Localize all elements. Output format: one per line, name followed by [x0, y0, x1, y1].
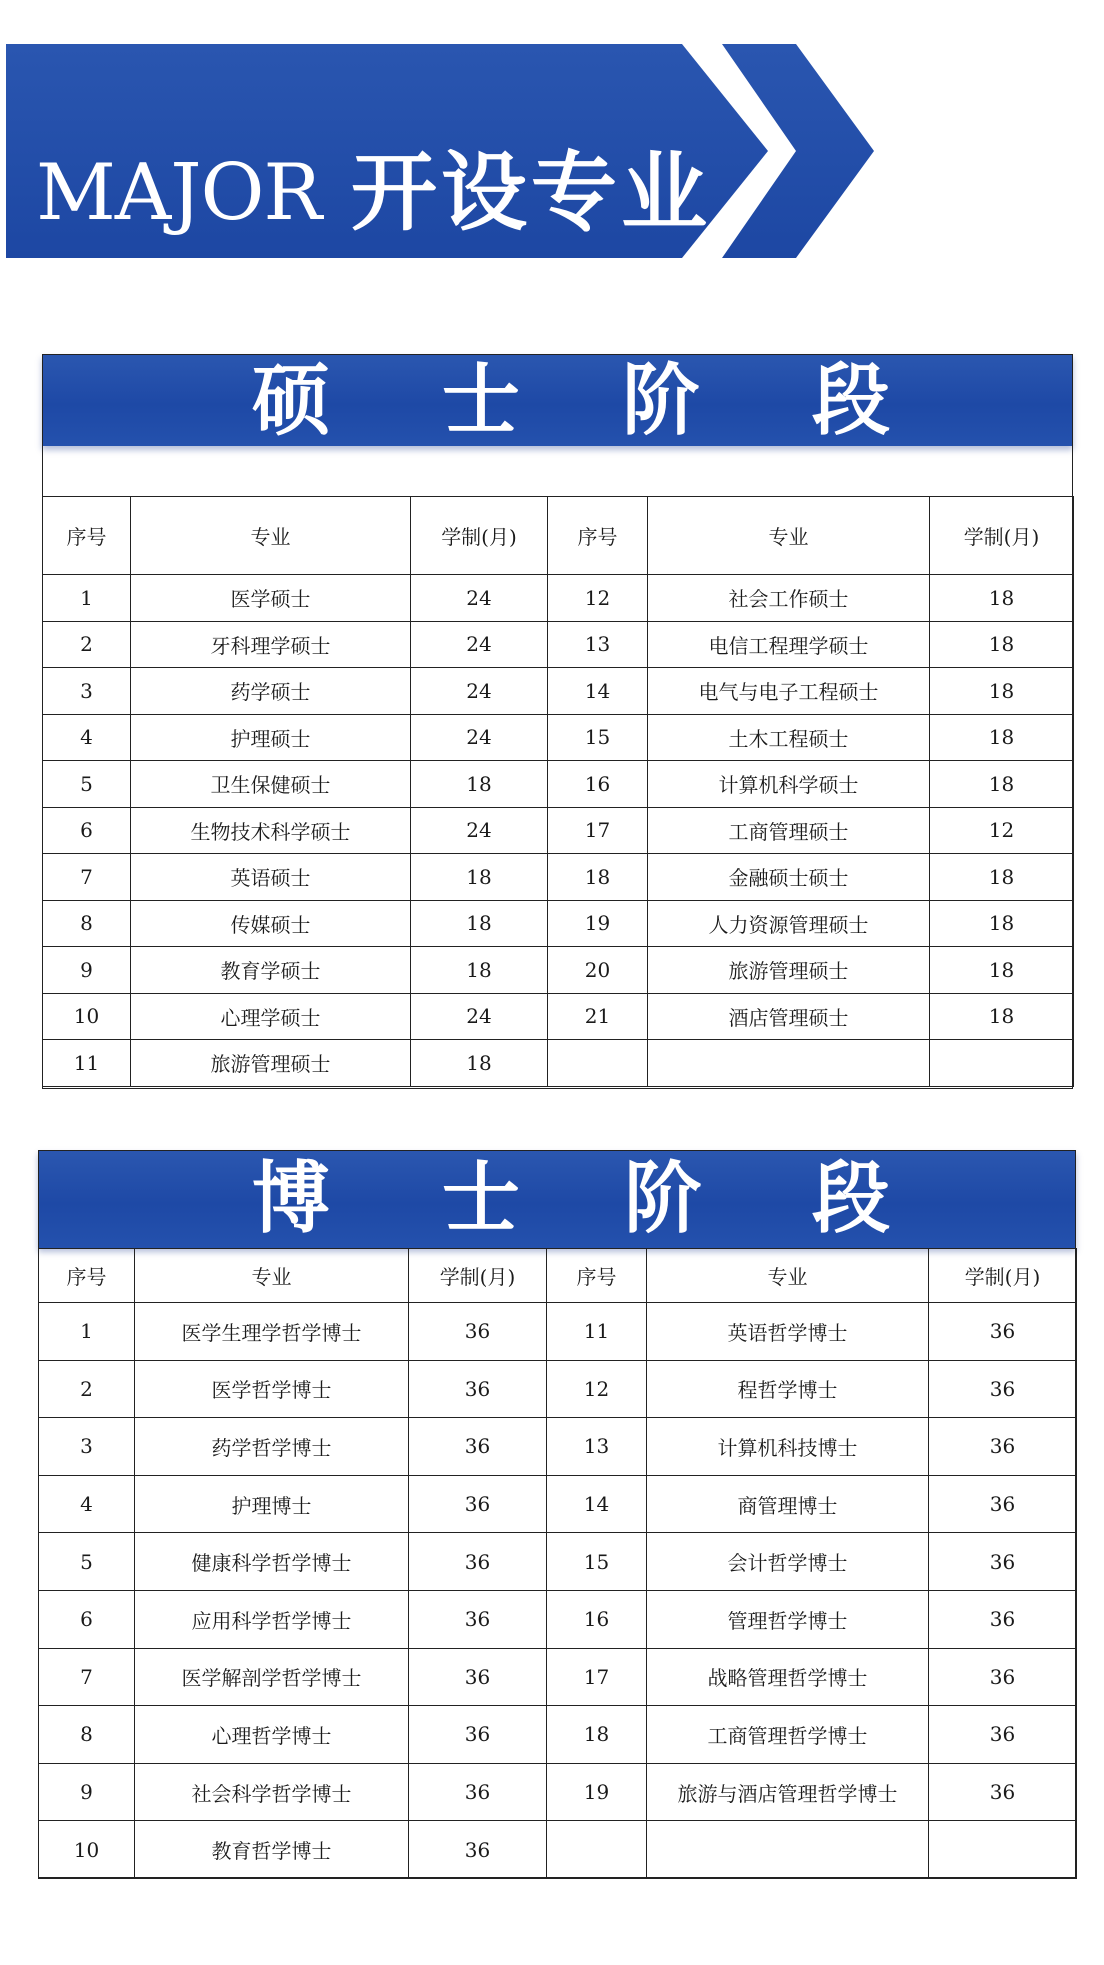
table-cell: 17	[548, 807, 648, 854]
table-cell: 18	[411, 947, 548, 994]
table-cell: 17	[547, 1648, 647, 1706]
table-cell: 应用科学哲学博士	[135, 1590, 409, 1648]
table-row	[43, 807, 1074, 854]
table-cell: 教育哲学博士	[135, 1821, 409, 1879]
table-cell: 英语哲学博士	[647, 1303, 929, 1361]
table-cell: 36	[929, 1648, 1077, 1706]
table-cell: 36	[409, 1418, 547, 1476]
table-cell: 36	[929, 1706, 1077, 1764]
doctor-header-cell: 专业	[647, 1249, 929, 1303]
table-row	[43, 621, 1074, 668]
table-cell: 36	[409, 1821, 547, 1879]
table-cell: 18	[930, 947, 1074, 994]
doctor-header-cell: 学制(月)	[409, 1249, 547, 1303]
table-cell: 管理哲学博士	[647, 1590, 929, 1648]
table-cell: 14	[548, 668, 648, 715]
table-cell: 36	[409, 1303, 547, 1361]
table-cell: 金融硕士硕士	[648, 854, 930, 901]
header-banner	[6, 44, 874, 258]
master-section-title	[42, 354, 1073, 446]
master-table	[42, 496, 1074, 1087]
table-cell	[648, 1040, 930, 1087]
table-cell: 电信工程理学硕士	[648, 621, 930, 668]
table-cell: 护理硕士	[131, 714, 411, 761]
table-cell	[930, 1040, 1074, 1087]
table-row	[43, 1040, 1074, 1087]
table-cell: 19	[547, 1763, 647, 1821]
table-cell: 土木工程硕士	[648, 714, 930, 761]
master-header-cell: 学制(月)	[411, 497, 548, 575]
table-cell: 9	[43, 947, 131, 994]
table-cell: 医学生理学哲学博士	[135, 1303, 409, 1361]
doctor-title-char: 士	[442, 1154, 521, 1244]
master-title-char: 硕	[252, 356, 331, 446]
table-cell: 5	[39, 1533, 135, 1591]
table-cell: 24	[411, 993, 548, 1040]
table-cell	[929, 1821, 1077, 1879]
table-cell: 英语硕士	[131, 854, 411, 901]
table-cell: 医学硕士	[131, 575, 411, 622]
table-cell: 酒店管理硕士	[648, 993, 930, 1040]
table-row	[43, 900, 1074, 947]
table-cell: 36	[929, 1303, 1077, 1361]
table-cell: 计算机科技博士	[647, 1418, 929, 1476]
table-cell: 2	[39, 1360, 135, 1418]
table-cell: 18	[930, 714, 1074, 761]
table-cell: 社会工作硕士	[648, 575, 930, 622]
table-cell: 计算机科学硕士	[648, 761, 930, 808]
table-cell: 社会科学哲学博士	[135, 1763, 409, 1821]
table-cell: 教育学硕士	[131, 947, 411, 994]
table-cell	[647, 1821, 929, 1879]
table-cell: 36	[409, 1648, 547, 1706]
table-cell: 1	[43, 575, 131, 622]
table-cell: 4	[43, 714, 131, 761]
table-cell: 传媒硕士	[131, 900, 411, 947]
master-title-char: 段	[812, 356, 891, 446]
doctor-header-cell: 序号	[547, 1249, 647, 1303]
table-cell: 旅游管理硕士	[131, 1040, 411, 1087]
table-cell: 心理哲学博士	[135, 1706, 409, 1764]
master-header-cell: 学制(月)	[930, 497, 1074, 575]
table-cell: 18	[411, 854, 548, 901]
table-cell: 18	[548, 854, 648, 901]
table-row	[43, 761, 1074, 808]
table-cell: 商管理博士	[647, 1475, 929, 1533]
table-cell: 6	[43, 807, 131, 854]
table-cell: 2	[43, 621, 131, 668]
table-row	[39, 1533, 1077, 1591]
table-cell: 13	[547, 1418, 647, 1476]
table-cell: 18	[411, 761, 548, 808]
table-cell: 人力资源管理硕士	[648, 900, 930, 947]
table-cell: 12	[548, 575, 648, 622]
table-row	[39, 1648, 1077, 1706]
table-cell: 健康科学哲学博士	[135, 1533, 409, 1591]
doctor-title-char: 博	[252, 1154, 331, 1244]
table-cell: 24	[411, 668, 548, 715]
table-cell: 6	[39, 1590, 135, 1648]
table-cell: 18	[930, 575, 1074, 622]
table-cell: 3	[39, 1418, 135, 1476]
table-cell: 9	[39, 1763, 135, 1821]
table-cell: 20	[548, 947, 648, 994]
table-cell: 21	[548, 993, 648, 1040]
master-header-cell: 序号	[548, 497, 648, 575]
table-cell: 7	[39, 1648, 135, 1706]
doctor-section	[38, 1150, 1076, 1878]
table-cell: 程哲学博士	[647, 1360, 929, 1418]
table-cell: 36	[929, 1418, 1077, 1476]
table-row	[43, 854, 1074, 901]
table-row	[39, 1590, 1077, 1648]
table-cell: 18	[411, 900, 548, 947]
table-cell: 18	[930, 993, 1074, 1040]
master-header-row	[43, 497, 1074, 575]
table-cell: 18	[930, 621, 1074, 668]
table-cell: 药学哲学博士	[135, 1418, 409, 1476]
table-row	[39, 1475, 1077, 1533]
table-cell: 36	[409, 1763, 547, 1821]
master-section	[42, 354, 1073, 1089]
table-cell: 1	[39, 1303, 135, 1361]
table-cell: 36	[929, 1475, 1077, 1533]
table-cell: 36	[929, 1360, 1077, 1418]
table-cell: 4	[39, 1475, 135, 1533]
table-cell: 24	[411, 807, 548, 854]
table-row	[39, 1360, 1077, 1418]
table-cell: 电气与电子工程硕士	[648, 668, 930, 715]
table-cell: 工商管理哲学博士	[647, 1706, 929, 1764]
table-cell	[548, 1040, 648, 1087]
table-cell: 18	[930, 761, 1074, 808]
doctor-title-char: 阶	[624, 1154, 703, 1244]
table-cell: 旅游与酒店管理哲学博士	[647, 1763, 929, 1821]
table-cell: 15	[548, 714, 648, 761]
doctor-header-cell: 学制(月)	[929, 1249, 1077, 1303]
table-cell: 3	[43, 668, 131, 715]
table-cell: 生物技术科学硕士	[131, 807, 411, 854]
table-cell: 18	[547, 1706, 647, 1764]
table-cell: 24	[411, 714, 548, 761]
table-cell: 会计哲学博士	[647, 1533, 929, 1591]
master-header-cell: 专业	[131, 497, 411, 575]
table-cell: 心理学硕士	[131, 993, 411, 1040]
doctor-section-title	[38, 1150, 1076, 1248]
table-cell: 药学硕士	[131, 668, 411, 715]
doctor-header-cell: 序号	[39, 1249, 135, 1303]
table-cell: 医学哲学博士	[135, 1360, 409, 1418]
table-cell: 卫生保健硕士	[131, 761, 411, 808]
table-row	[43, 668, 1074, 715]
table-cell: 18	[930, 668, 1074, 715]
table-cell: 15	[547, 1533, 647, 1591]
table-cell: 13	[548, 621, 648, 668]
table-cell: 10	[43, 993, 131, 1040]
table-row	[39, 1303, 1077, 1361]
table-row	[43, 714, 1074, 761]
table-cell: 36	[929, 1763, 1077, 1821]
table-cell: 18	[411, 1040, 548, 1087]
table-cell: 16	[547, 1590, 647, 1648]
table-cell: 36	[409, 1533, 547, 1591]
table-cell	[547, 1821, 647, 1879]
table-cell: 医学解剖学哲学博士	[135, 1648, 409, 1706]
table-cell: 11	[547, 1303, 647, 1361]
table-cell: 16	[548, 761, 648, 808]
master-header-cell: 专业	[648, 497, 930, 575]
doctor-header-row	[39, 1249, 1077, 1303]
table-cell: 36	[409, 1706, 547, 1764]
table-cell: 工商管理硕士	[648, 807, 930, 854]
table-cell: 11	[43, 1040, 131, 1087]
table-row	[43, 575, 1074, 622]
banner-chinese-title: 开设专业	[351, 143, 711, 243]
table-cell: 36	[409, 1360, 547, 1418]
table-cell: 36	[409, 1475, 547, 1533]
table-row	[39, 1418, 1077, 1476]
table-row	[39, 1821, 1077, 1879]
table-cell: 36	[409, 1590, 547, 1648]
master-title-char: 阶	[622, 356, 701, 446]
master-title-char: 士	[442, 356, 521, 446]
doctor-header-cell: 专业	[135, 1249, 409, 1303]
banner-english-title: MAJOR	[36, 148, 322, 238]
table-cell: 牙科理学硕士	[131, 621, 411, 668]
table-cell: 战略管理哲学博士	[647, 1648, 929, 1706]
doctor-title-char: 段	[812, 1154, 891, 1244]
table-cell: 14	[547, 1475, 647, 1533]
table-cell: 12	[547, 1360, 647, 1418]
table-cell: 12	[930, 807, 1074, 854]
table-cell: 8	[39, 1706, 135, 1764]
table-cell: 7	[43, 854, 131, 901]
table-cell: 5	[43, 761, 131, 808]
table-row	[39, 1763, 1077, 1821]
table-cell: 护理博士	[135, 1475, 409, 1533]
table-row	[39, 1706, 1077, 1764]
table-row	[43, 993, 1074, 1040]
table-cell: 36	[929, 1533, 1077, 1591]
master-header-cell: 序号	[43, 497, 131, 575]
table-cell: 18	[930, 900, 1074, 947]
table-cell: 24	[411, 621, 548, 668]
table-row	[43, 947, 1074, 994]
table-cell: 36	[929, 1590, 1077, 1648]
table-cell: 旅游管理硕士	[648, 947, 930, 994]
table-cell: 10	[39, 1821, 135, 1879]
table-cell: 24	[411, 575, 548, 622]
table-cell: 18	[930, 854, 1074, 901]
table-cell: 19	[548, 900, 648, 947]
table-cell: 8	[43, 900, 131, 947]
doctor-table	[38, 1248, 1077, 1879]
